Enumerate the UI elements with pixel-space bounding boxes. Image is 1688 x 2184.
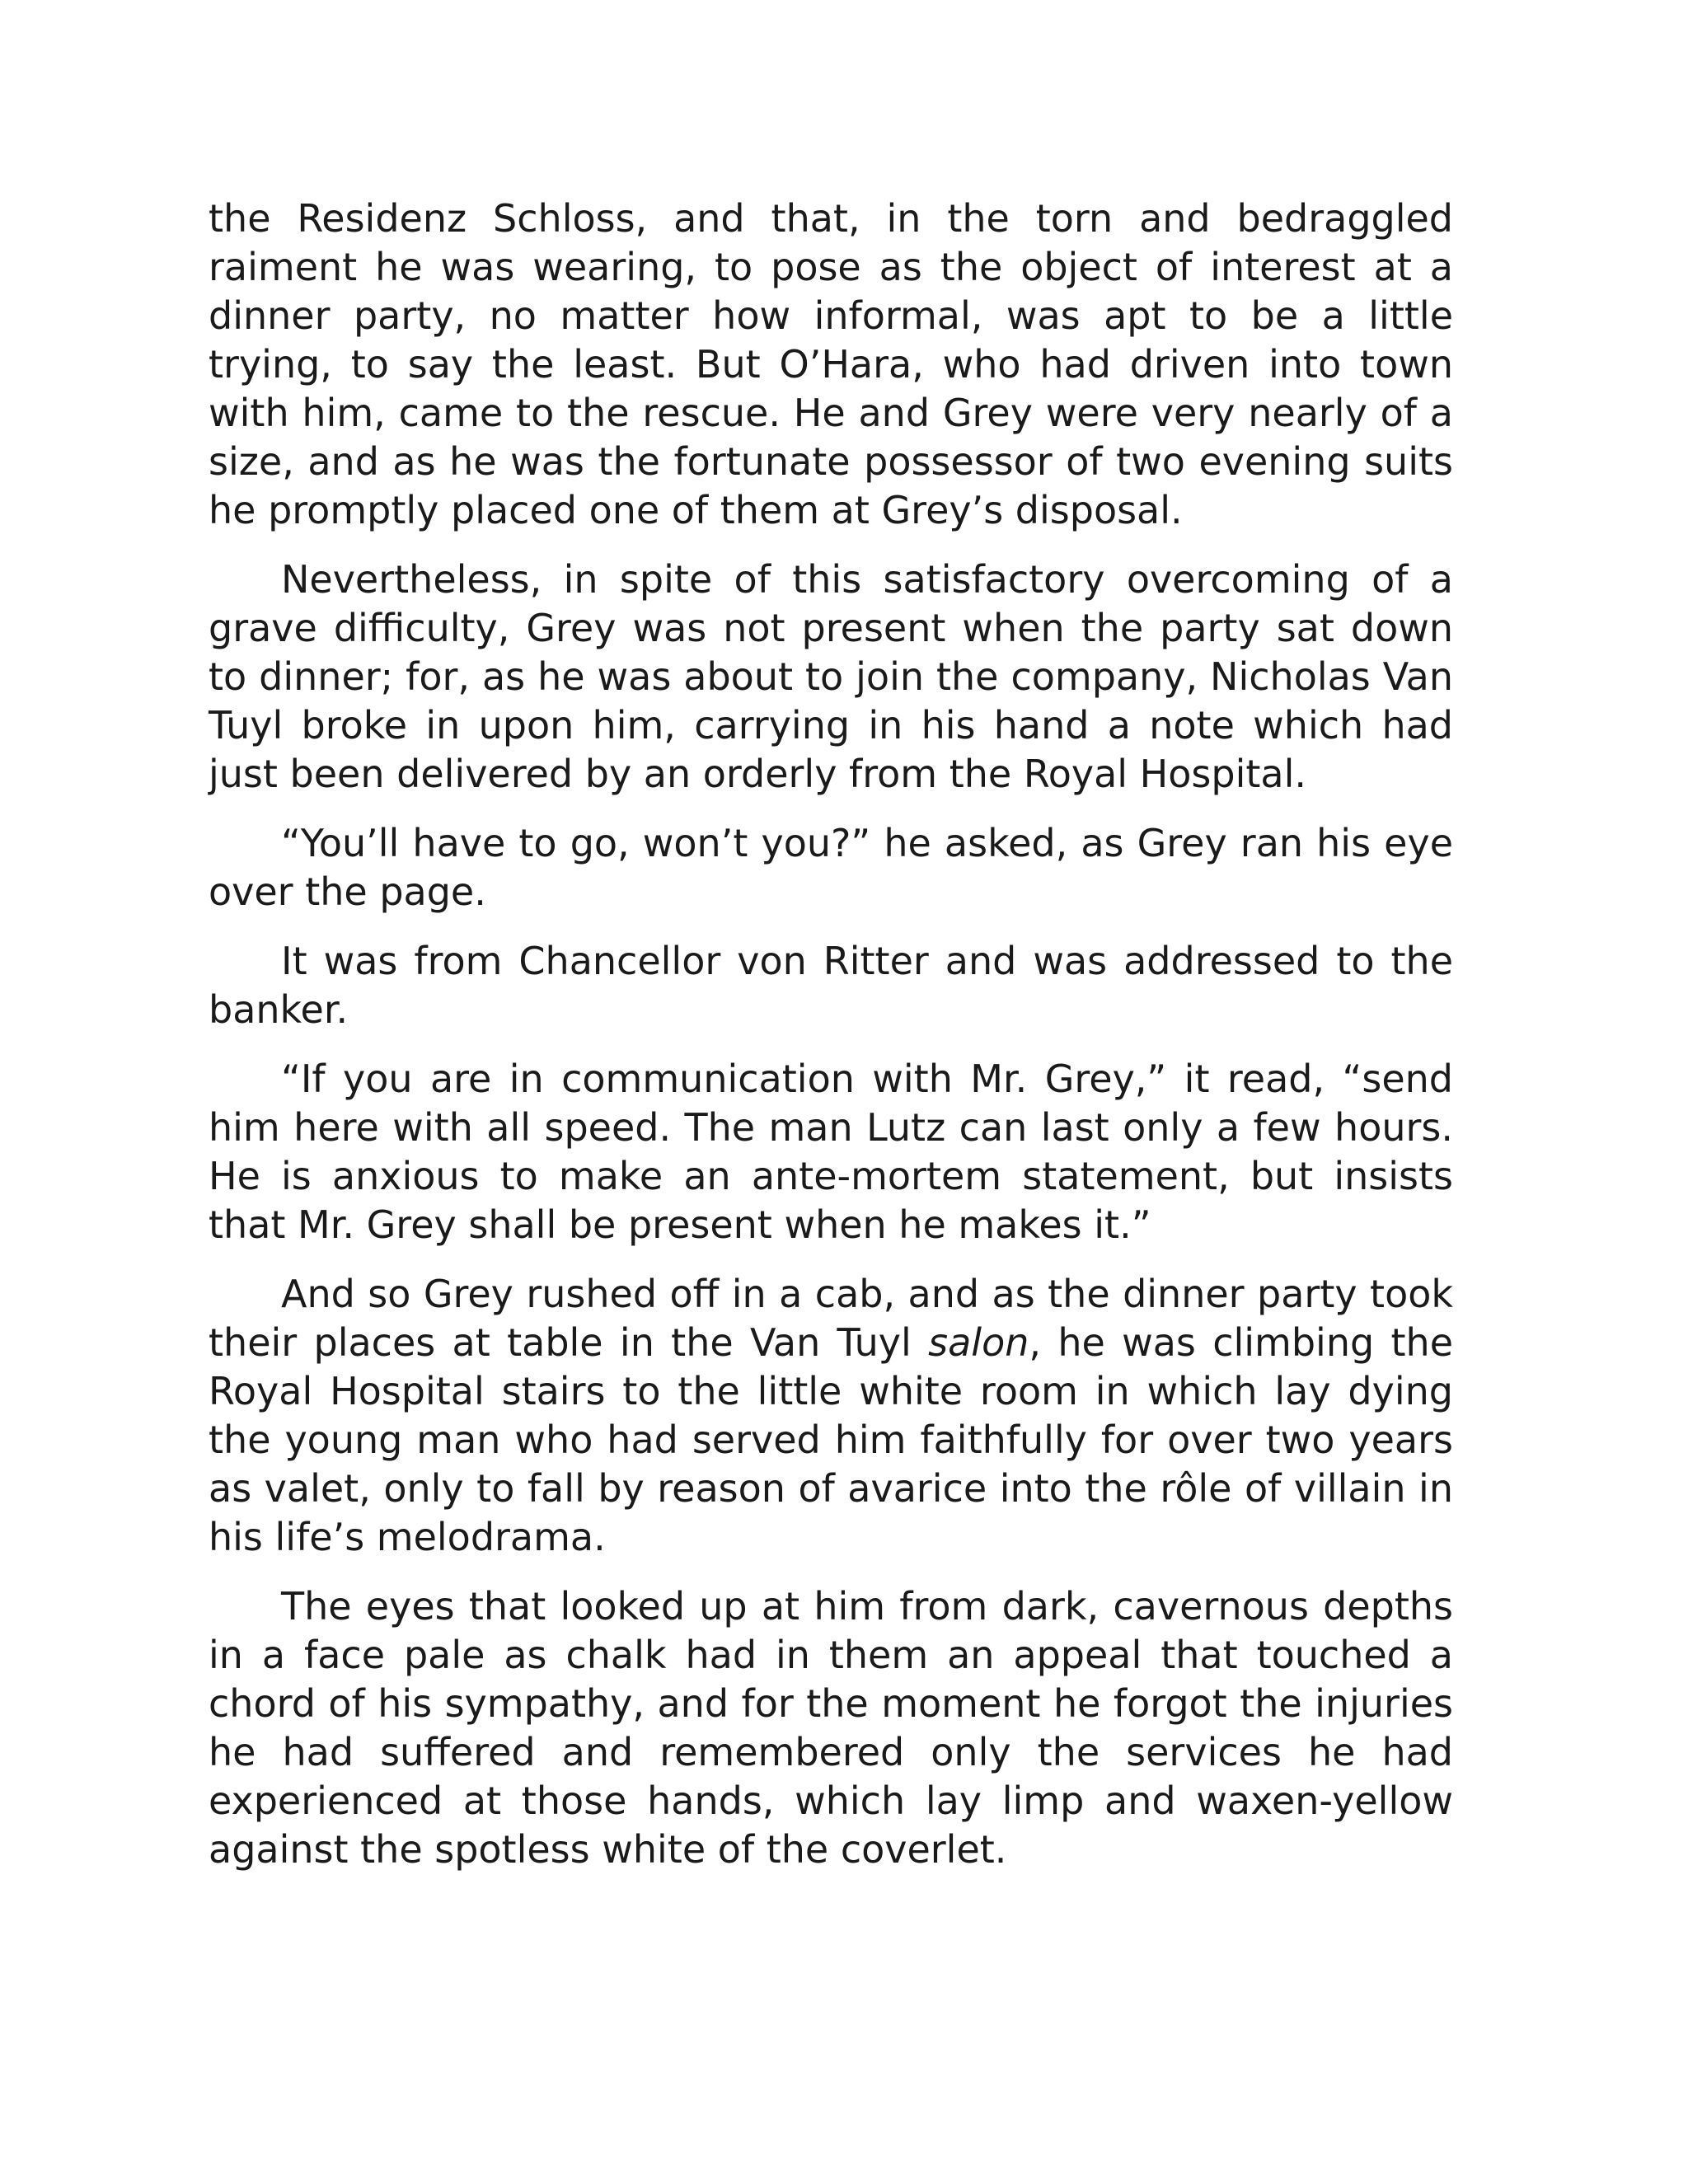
paragraph-text: Nevertheless, in spite of this satisfactory overcoming of a grave difficulty, Grey was not present when the party sat down to dinner; for, as he was about to join the company, Nicholas Van Tuyl broke in upon him, carrying in his hand a note which had just been delivered by an orderly from the Royal Hospital. bbox=[209, 557, 1453, 796]
paragraph-3 bbox=[209, 819, 1453, 916]
page-body bbox=[209, 194, 1453, 1895]
paragraph-text: “If you are in communication with Mr. Grey,” it read, “send him here with all speed. The man Lutz can last only a few hours. He is anxious to make an ante-mortem statement, but insists that Mr. Grey shall be present when he makes it.” bbox=[209, 1057, 1453, 1247]
paragraph-6 bbox=[209, 1270, 1453, 1562]
paragraph-1 bbox=[209, 194, 1453, 535]
paragraph-text: , he was climbing the Royal Hospital stairs to the little white room in which lay dying the young man who had served him faithfully for over two years as valet, only to fall by reason of avarice into the rôle of villain in his life’s melodrama. bbox=[209, 1320, 1453, 1559]
paragraph-text: And so Grey rushed off in a cab, and as the dinner party took their places at table in the Van Tuyl bbox=[209, 1272, 1453, 1365]
paragraph-5 bbox=[209, 1055, 1453, 1249]
paragraph-7 bbox=[209, 1582, 1453, 1874]
paragraph-text: “You’ll have to go, won’t you?” he asked, as Grey ran his eye over the page. bbox=[209, 821, 1453, 914]
paragraph-4 bbox=[209, 937, 1453, 1034]
paragraph-text: It was from Chancellor von Ritter and was addressed to the banker. bbox=[209, 939, 1453, 1032]
paragraph-text: The eyes that looked up at him from dark, cavernous depths in a face pale as chalk had in them an appeal that touched a chord of his sympathy, and for the moment he forgot the injuries he had suffered and remembered only the services he had experienced at those hands, which lay limp and waxen-yellow against the spotless white of the coverlet. bbox=[209, 1584, 1453, 1872]
paragraph-2 bbox=[209, 555, 1453, 799]
italic-word: salon bbox=[928, 1320, 1029, 1365]
paragraph-text: the Residenz Schloss, and that, in the torn and bedraggled raiment he was wearing, to pose as the object of interest at a dinner party, no matter how informal, was apt to be a little trying, to say the least. But O’Hara, who had driven into town with him, came to the rescue. He and Grey were very nearly of a size, and as he was the fortunate possessor of two evening suits he promptly placed one of them at Grey’s disposal. bbox=[209, 196, 1453, 532]
